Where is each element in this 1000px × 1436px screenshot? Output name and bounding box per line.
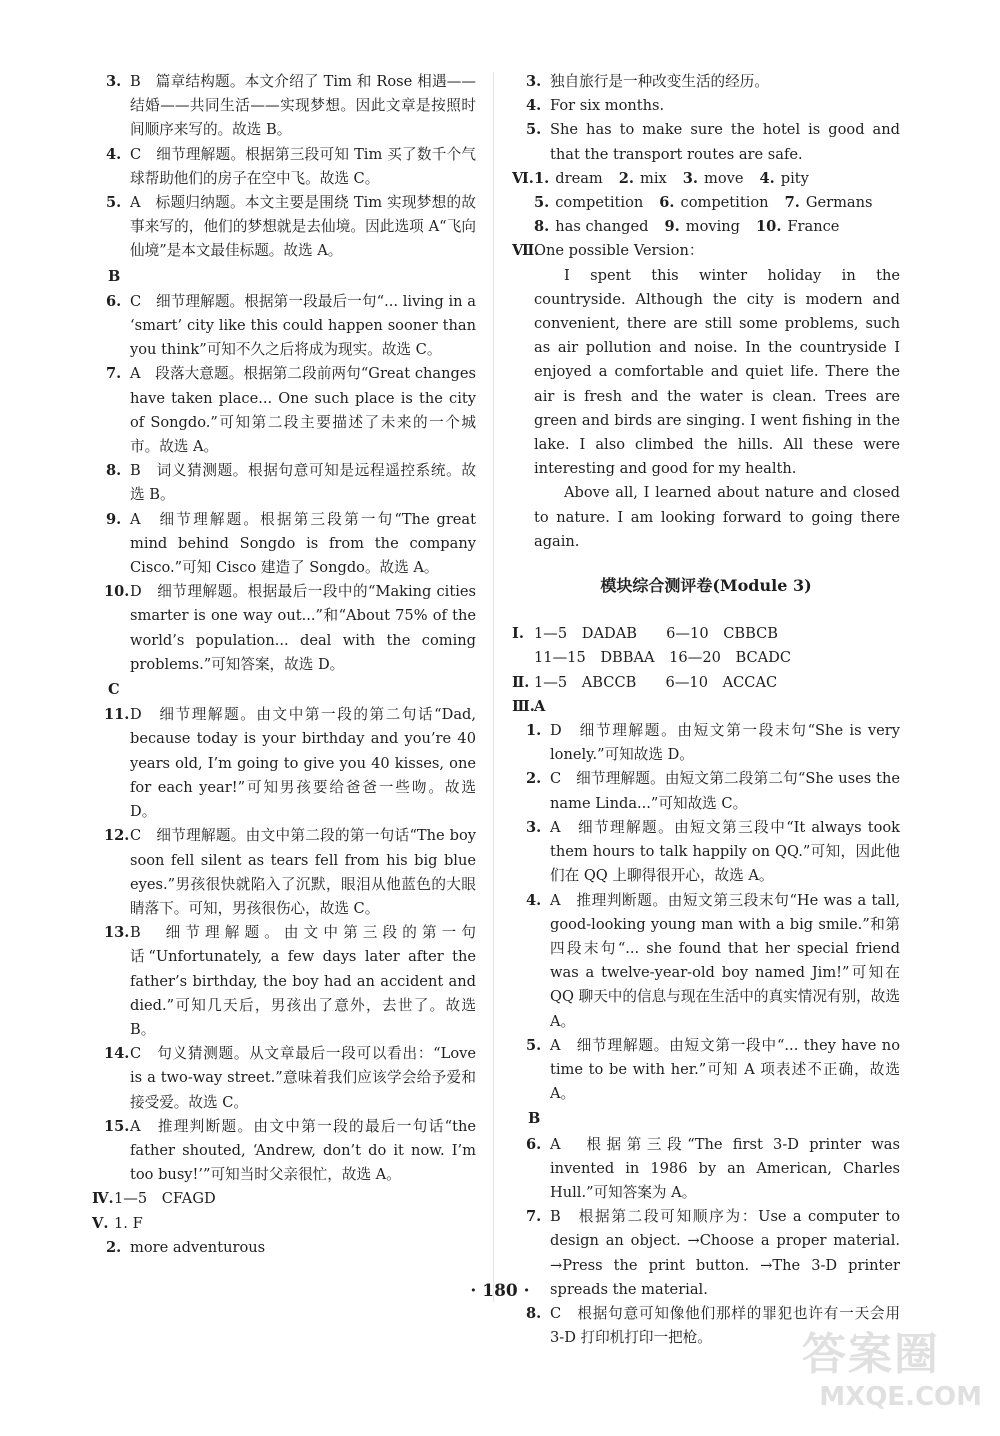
- answer-number: 12.: [104, 827, 130, 845]
- answer-number: 13.: [104, 924, 130, 942]
- answer-item: [92, 143, 476, 191]
- answer-text: C 细节理解题。由文中第二段的第一句话“The boy soon fell silent as tears fell from his big blue eyes.”男孩很快就陷入了沉默，眼泪从他蓝色的大眼睛落下。可知，男孩很伤心，故选 C。: [130, 827, 476, 917]
- word-answer: moving: [685, 218, 741, 236]
- answer-number: 2.: [106, 1238, 122, 1256]
- answer-number: 8.: [526, 1304, 542, 1322]
- word-answer-number: 8.: [534, 218, 550, 236]
- word-answer: mix: [640, 169, 667, 187]
- left-column: [92, 70, 476, 1260]
- section-7-heading: One possible Version：: [534, 242, 704, 260]
- answer-text: A 推理判断题。由短文第三段末句“He was a tall, good-looking young man with a big smile.”和第四段末句“... she found that her special friend was a twelve-year-old boy named Jim!”可知在 QQ 聊天中的信息与现在生活中的真实情况有别，故选 A。: [550, 891, 900, 1030]
- word-answer-number: 2.: [618, 169, 634, 187]
- word-answer: Germans: [805, 194, 873, 212]
- answer-number: 11.: [104, 706, 130, 724]
- section-6-numeral: Ⅵ.: [512, 169, 534, 187]
- answers-1-numeral: Ⅰ.: [512, 625, 524, 643]
- answer-text: C 细节理解题。根据第三段可知 Tim 买了数千个气球帮助他们的房子在空中飞。故选 C。: [130, 145, 476, 187]
- answer-item: [92, 70, 476, 143]
- watermark-text: MXQE.COM: [819, 1382, 982, 1412]
- answer-item: [92, 921, 476, 1042]
- roman-numeral: Ⅴ.: [92, 1214, 109, 1232]
- word-answer-number: 9.: [664, 218, 680, 236]
- answer-text: A 细节理解题。由短文第一段中“... they have no time to be with her.”可知 A 项表述不正确，故选 A。: [550, 1036, 900, 1103]
- answer-item: [92, 703, 476, 824]
- answer-text: D 细节理解题。由短文第一段末句“She is very lonely.”可知故选 D。: [550, 722, 900, 764]
- subsection-label: C: [108, 681, 120, 699]
- subsection-label: B: [108, 267, 121, 285]
- answer-item: [512, 889, 900, 1034]
- answer-item: [92, 580, 476, 677]
- answer-number: 6.: [106, 292, 122, 310]
- word-answer: competition: [555, 194, 644, 212]
- answer-item: [92, 459, 476, 507]
- answer-number: 6.: [526, 1135, 542, 1153]
- answer-text: B 篇章结构题。本文介绍了 Tim 和 Rose 相遇——结婚——共同生活——实现梦想。因此文章是按照时间顺序来写的。故选 B。: [130, 73, 476, 139]
- word-answer-row: [534, 191, 900, 215]
- right-column: [512, 70, 900, 1350]
- answer-item: [92, 191, 476, 264]
- answer-text: B 根据第二段可知顺序为：Use a computer to design an object. →Choose a proper material. →Press the print button. →The 3-D printer spreads the material.: [550, 1208, 900, 1298]
- answer-number: 7.: [526, 1208, 542, 1226]
- watermark-icon: 答案圈: [802, 1329, 940, 1380]
- subsection-label: B: [528, 1110, 541, 1128]
- answers-section-2: [512, 671, 900, 695]
- section-7: [512, 239, 900, 263]
- answer-item: [512, 70, 900, 94]
- answer-item: [512, 94, 900, 118]
- answer-number: 14.: [104, 1045, 130, 1063]
- word-answer-number: 6.: [659, 194, 675, 212]
- word-answer-number: 1.: [534, 169, 550, 187]
- word-answer: has changed: [555, 218, 649, 236]
- answer-text: B 细节理解题。由文中第三段的第一句话“Unfortunately, a few days later after the father’s birthday, the boy had an accident and died.”可知几天后，男孩出了意外，去世了。故选 B。: [130, 924, 476, 1038]
- column-divider: [493, 72, 494, 1302]
- answer-number: 5.: [526, 1036, 542, 1054]
- word-answer-number: 7.: [784, 194, 800, 212]
- answer-item: [512, 767, 900, 815]
- answer-item: [512, 1133, 900, 1206]
- answer-number: 5.: [526, 121, 542, 139]
- answers-3-part: A: [534, 697, 546, 715]
- word-answer-row: [534, 167, 900, 191]
- answer-text: C 细节理解题。由短文第二段第二句“She uses the name Linda...”可知故选 C。: [550, 770, 900, 812]
- word-answer: competition: [680, 194, 769, 212]
- answer-item: [92, 1236, 476, 1260]
- answer-number: 8.: [106, 462, 122, 480]
- answer-text: more adventurous: [130, 1238, 266, 1256]
- answer-text: C 根据句意可知像他们那样的罪犯也许有一天会用 3-D 打印机打印一把枪。: [550, 1304, 900, 1347]
- answer-text: A 段落大意题。根据第二段前两句“Great changes have taken place... One such place is the city of Songdo.”可知第二段主要描述了未来的一个城市。故选 A。: [130, 365, 476, 456]
- answer-text: B 词义猜测题。根据句意可知是远程遥控系统。故选 B。: [130, 462, 476, 504]
- word-answer: move: [704, 169, 744, 187]
- answer-number: 3.: [526, 818, 542, 836]
- answer-text: She has to make sure the hotel is good and that the transport routes are safe.: [550, 121, 900, 163]
- answer-item: [512, 1034, 900, 1107]
- word-answer-number: 3.: [682, 169, 698, 187]
- answers-1-line-1: 1—5 DADAB 6—10 CBBCB: [534, 625, 778, 643]
- answer-item: [512, 816, 900, 889]
- page-number: · 180 ·: [470, 1281, 530, 1301]
- roman-section: [92, 1212, 476, 1236]
- answer-item: [92, 1115, 476, 1188]
- answer-number: 1.: [526, 722, 542, 740]
- answer-number: 4.: [526, 891, 542, 909]
- section-7-numeral: Ⅶ.: [512, 242, 540, 260]
- answer-text: D 细节理解题。由文中第一段的第二句话“Dad, because today is your birthday and you’re 40 years old, I’m going to give you 40 kisses, one for each year!”可知男孩要给爸爸一些吻。故选 D。: [130, 706, 476, 821]
- answer-text: D 细节理解题。根据最后一段中的“Making cities smarter is one way out...”和“About 75% of the world’s population... deal with the coming problems.”可知答案，故选 D。: [130, 583, 476, 673]
- answer-text: A 推理判断题。由文中第一段的最后一句话“the father shouted, ‘Andrew, don’t do it now. I’m too busy!’”可知当时父亲很忙，故选 A。: [130, 1117, 476, 1184]
- section-6: [512, 167, 900, 240]
- right-bottom-answers: [512, 719, 900, 1350]
- answer-item: [92, 508, 476, 581]
- roman-section-text: 1—5 CFAGD: [114, 1190, 216, 1208]
- answer-number: 3.: [106, 73, 122, 90]
- answer-text: For six months.: [550, 97, 665, 115]
- word-answer: France: [787, 218, 840, 236]
- answer-item: [92, 290, 476, 363]
- answer-number: 5.: [106, 194, 122, 212]
- answer-item: [92, 362, 476, 459]
- answers-2-line-1: 1—5 ABCCB 6—10 ACCAC: [534, 673, 778, 691]
- answer-text: A 细节理解题。由短文第三段中“It always took them hours to talk happily on QQ.”可知，因此他们在 QQ 上聊得很开心，故选 A。: [550, 818, 900, 885]
- answer-text: C 句义猜测题。从文章最后一段可以看出：“Love is a two-way street.”意味着我们应该学会给予爱和接受爱。故选 C。: [130, 1045, 476, 1111]
- answer-text: A 标题归纳题。本文主要是围绕 Tim 实现梦想的故事来写的，他们的梦想就是去仙境。因此选项 A“飞向仙境”是本文最佳标题。故选 A。: [130, 194, 476, 260]
- essay-paragraph-2: Above all, I learned about nature and closed to nature. I am looking forward to going there again.: [534, 484, 900, 550]
- section-6-rows: [534, 167, 900, 240]
- word-answer-row: [534, 215, 900, 239]
- answer-number: 7.: [106, 365, 122, 383]
- answer-text: A 细节理解题。根据第三段第一句“The great mind behind Songdo is from the company Cisco.”可知 Cisco 建造了 Songdo。故选 A。: [130, 510, 476, 577]
- answer-item: [92, 824, 476, 921]
- answer-text: A 根据第三段“The first 3-D printer was invented in 1986 by an American, Charles Hull.”可知答案为 A。: [550, 1135, 900, 1201]
- answers-3-numeral: Ⅲ.: [512, 697, 535, 715]
- answer-number: 4.: [106, 145, 122, 163]
- watermark-logo: [802, 1318, 982, 1418]
- essay-paragraph-1: I spent this winter holiday in the countryside. Although the city is modern and convenient, there are still some problems, such as air pollution and noise. In the countryside I enjoyed a comfortable and quiet life. There the air is fresh and the water is clean. Trees are green and birds are singing. I went fishing in the lake. I also climbed the hills. All these were interesting and good for my health.: [534, 266, 900, 478]
- word-answer: pity: [780, 169, 809, 187]
- roman-section-text: 1. F: [114, 1214, 143, 1232]
- answer-text: C 细节理解题。根据第一段最后一句“... living in a ‘smart’ city like this could happen sooner than you think”可知不久之后将成为现实。故选 C。: [130, 292, 476, 359]
- word-answer: dream: [555, 169, 603, 187]
- right-top-answers: [512, 70, 900, 167]
- answers-2-numeral: Ⅱ.: [512, 673, 530, 691]
- answer-text: 独自旅行是一种改变生活的经历。: [550, 73, 769, 90]
- answer-number: 3.: [526, 73, 542, 90]
- answer-number: 9.: [106, 510, 122, 528]
- answer-item: [512, 118, 900, 166]
- answer-number: 2.: [526, 770, 542, 788]
- word-answer-number: 5.: [534, 194, 550, 212]
- word-answer-number: 10.: [756, 218, 782, 236]
- answers-section-1: [512, 622, 900, 670]
- answers-section-3: [512, 695, 900, 719]
- answer-number: 10.: [104, 583, 130, 601]
- answer-item: [512, 719, 900, 767]
- module-title: 模块综合测评卷(Module 3): [600, 576, 812, 596]
- roman-numeral: Ⅳ.: [92, 1190, 114, 1208]
- roman-section: [92, 1187, 476, 1211]
- answers-1-line-2: 11—15 DBBAA 16—20 BCADC: [534, 649, 792, 667]
- answer-number: 15.: [104, 1117, 130, 1135]
- answer-item: [92, 1042, 476, 1115]
- answer-number: 4.: [526, 97, 542, 115]
- word-answer-number: 4.: [759, 169, 775, 187]
